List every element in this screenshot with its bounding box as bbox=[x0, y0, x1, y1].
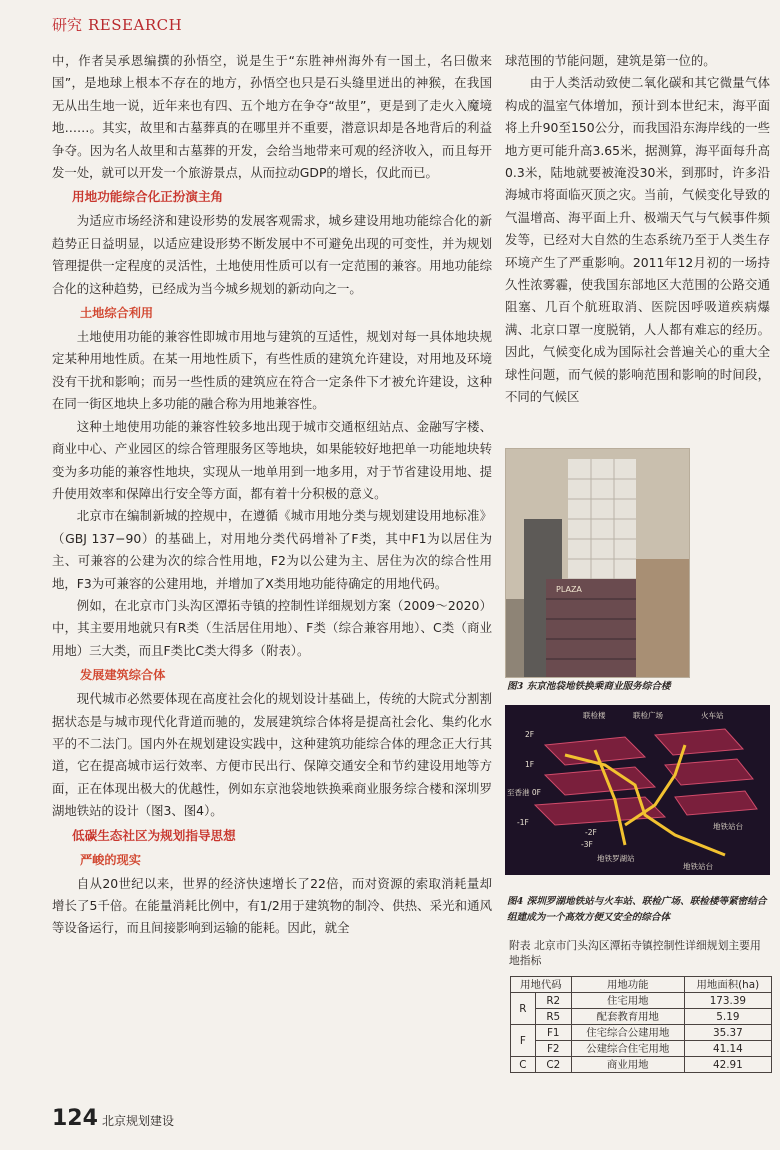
label-lianjianlou: 联检楼 bbox=[583, 711, 606, 720]
figure-4-caption: 图4 深圳罗湖地铁站与火车站、联检广场、联检楼等紧密结合组建成为一个高效方便又安全的综合体 bbox=[507, 896, 767, 923]
cell-group: C bbox=[511, 1057, 536, 1073]
paragraph: 土地使用功能的兼容性即城市用地与建筑的互适性，规划对每一具体地块规定某种用地性质。在某一用地性质下，有些性质的建筑允许建设，对用地及环境没有干扰和影响；而另一些性质的建筑应在符合一定条件下才被允许建设，这种在同一街区地块上多功能的融合称为用地兼容性。 bbox=[52, 329, 492, 412]
paragraph: 球范围的节能问题，建筑是第一位的。 bbox=[505, 53, 716, 68]
paragraph: 现代城市必然要体现在高度社会化的规划设计基础上，传统的大院式分割割据状态是与城市现代化背道而驰的，发展建筑综合体将是提高社会化、集约化水平的不二法门。国内外在规划建设实践中，这种建筑功能综合体的理念正大行其道，它在提高城市运行效率、方便市民出行、保障交通安全和节约建设用地等方面，正在体现出极大的优越性，例如东京池袋地铁换乘商业服务综合楼和深圳罗湖地铁站的设计（图3、图4）。 bbox=[52, 691, 492, 819]
cell-code: R2 bbox=[535, 993, 571, 1009]
cell-area: 5.19 bbox=[684, 1009, 771, 1025]
right-column bbox=[505, 50, 770, 409]
cell-code: R5 bbox=[535, 1009, 571, 1025]
section-heading: 用地功能综合化正扮演主角 bbox=[72, 189, 224, 205]
label-level-2f: 2F bbox=[525, 730, 535, 739]
cell-group: F bbox=[511, 1025, 536, 1057]
left-column bbox=[52, 50, 492, 940]
journal-name: 北京规划建设 bbox=[101, 1114, 174, 1128]
table-row bbox=[511, 1057, 772, 1073]
cell-code: F2 bbox=[535, 1041, 571, 1057]
cell-area: 42.91 bbox=[684, 1057, 771, 1073]
label-metro-platform-a: 地铁站台 bbox=[713, 822, 743, 831]
figure-3-caption: 图3 东京池袋地铁换乘商业服务综合楼 bbox=[507, 681, 671, 692]
label-metro-platform-b: 地铁站台 bbox=[683, 862, 713, 871]
header-area: 用地面积(ha) bbox=[684, 977, 771, 993]
cell-area: 35.37 bbox=[684, 1025, 771, 1041]
paragraph: 北京市在编制新城的控规中，在遵循《城市用地分类与规划建设用地标准》（GBJ 137−90）的基础上，对用地分类代码增补了F类，其中F1为以居住为主、可兼容的公建为次的综合性用地，F2为以公建为主、居住为次的综合性用地，F3为可兼容的公建用地，并增加了X类用地功能待确定的用地代码。 bbox=[52, 508, 492, 591]
cell-area: 41.14 bbox=[684, 1041, 771, 1057]
cell-func: 住宅用地 bbox=[571, 993, 684, 1009]
cell-code: F1 bbox=[535, 1025, 571, 1041]
paragraph: 为适应市场经济和建设形势的发展客观需求，城乡建设用地功能综合化的新趋势正日益明显，以适应建设形势不断发展中不可避免出现的可变性，并为规划管理提供一定程度的灵活性，土地使用性质可以有一定范围的兼容。用地功能综合化的这种趋势，已经成为当今城乡规划的新动向之一。 bbox=[52, 213, 492, 296]
cell-func: 配套教育用地 bbox=[571, 1009, 684, 1025]
cell-func: 商业用地 bbox=[571, 1057, 684, 1073]
label-level-m2f: -2F bbox=[585, 828, 597, 837]
cell-group: R bbox=[511, 993, 536, 1025]
cell-area: 173.39 bbox=[684, 993, 771, 1009]
table-row bbox=[511, 1009, 772, 1025]
header-function: 用地功能 bbox=[571, 977, 684, 993]
table-row bbox=[511, 1041, 772, 1057]
paragraph: 这种土地使用功能的兼容性较多地出现于城市交通枢纽站点、金融写字楼、商业中心、产业园区的综合管理服务区等地块，如果能较好地把单一功能地块转变为多功能的兼容性地块，实现从一地单用到一地多用，对于节省建设用地、提升使用效率和保障出行安全等方面，都有着十分积极的意义。 bbox=[52, 418, 492, 501]
cell-func: 住宅综合公建用地 bbox=[571, 1025, 684, 1041]
cell-code: C2 bbox=[535, 1057, 571, 1073]
label-level-m1f: -1F bbox=[517, 818, 529, 827]
subsection-heading: 土地综合利用 bbox=[80, 306, 154, 321]
page-number: 124 bbox=[52, 1106, 98, 1131]
paragraph: 由于人类活动致使二氧化碳和其它微量气体构成的温室气体增加，预计到本世纪末，海平面将上升90至150公分，而我国沿东海岸线的一些地方更可能升高3.65米，据测算，海平面每升高0.3米，陆地就要被淹没30米，到那时，许多沿海城市将面临灭顶之灾。当前，气候变化导致的气温增高、海平面上升、极端天气与气候事件频发等，已经对大自然的生态系统乃至于人类生存环境产生了严重影响。2011年12月初的一场持久性浓雾霾，使我国东部地区大范围的公路交通阻塞、几百个航班取消、医院因呼吸道疾病爆满、北京口罩一度脱销，人人都有难忘的经历。因此，气候变化成为国际社会普遍关心的重大全球性问题，而气候的影响范围和影响的时间段，不同的气候区 bbox=[505, 75, 770, 405]
paragraph: 自从20世纪以来，世界的经济快速增长了22倍，而对资源的索取消耗量却增长了5千倍。在能量消耗比例中，有1/2用于建筑物的制冷、供热、采光和通风等设备运行，而且间接影响到运输的能耗。因此，就全 bbox=[52, 875, 492, 936]
figure-3-drawing bbox=[506, 449, 689, 677]
table-row bbox=[511, 993, 772, 1009]
label-lianjian-plaza: 联检广场 bbox=[633, 711, 663, 720]
section-cn: 研究 bbox=[52, 16, 83, 34]
paragraph: 中，作者吴承恩编撰的孙悟空，说是生于“东胜神州海外有一国土，名曰傲来国”，是地球上根本不存在的地方，孙悟空也只是石头缝里迸出的神猴，在我国无从出生地一说，近年来也有四、五个地方在争夺“故里”，更是到了走火入魔境地……。其实，故里和古墓葬真的在哪里并不重要，潜意识却是各地背后的利益争夺。因为名人故里和古墓葬的开发，会给当地带来可观的经济收入，而且每开发一处，就可以开发一个旅游景点，从而拉动GDP的增长，仅此而已。 bbox=[52, 53, 492, 181]
table-header-row bbox=[511, 977, 772, 993]
label-railway-station: 火车站 bbox=[701, 711, 724, 720]
running-header bbox=[52, 14, 182, 35]
header-code: 用地代码 bbox=[511, 977, 572, 993]
page-footer bbox=[52, 1106, 174, 1131]
land-use-table bbox=[510, 976, 772, 1073]
figure-3-photo bbox=[505, 448, 690, 678]
cell-func: 公建综合住宅用地 bbox=[571, 1041, 684, 1057]
table-caption: 附表 北京市门头沟区潭拓寺镇控制性详细规划主要用地指标 bbox=[509, 939, 761, 967]
paragraph: 例如，在北京市门头沟区潭拓寺镇的控制性详细规划方案（2009～2020）中，其主要用地就只有R类（生活居住用地）、F类（综合兼容用地）、C类（商业用地）三大类，而且F类比C类大得多（附表）。 bbox=[52, 597, 492, 658]
section-en: RESEARCH bbox=[88, 16, 183, 34]
plaza-sign: PLAZA bbox=[556, 585, 582, 594]
figure-4-diagram bbox=[505, 705, 770, 875]
section-heading: 低碳生态社区为规划指导思想 bbox=[72, 827, 236, 843]
label-luohu-station: 地铁罗湖站 bbox=[597, 854, 635, 863]
subsection-heading: 严峻的现实 bbox=[80, 852, 141, 867]
label-level-m3f: -3F bbox=[581, 840, 593, 849]
label-level-1f: 1F bbox=[525, 760, 535, 769]
subsection-heading: 发展建筑综合体 bbox=[80, 668, 166, 683]
figure-4-drawing bbox=[505, 705, 770, 875]
label-level-0f: 至香港 0F bbox=[507, 788, 541, 797]
table-row bbox=[511, 1025, 772, 1041]
